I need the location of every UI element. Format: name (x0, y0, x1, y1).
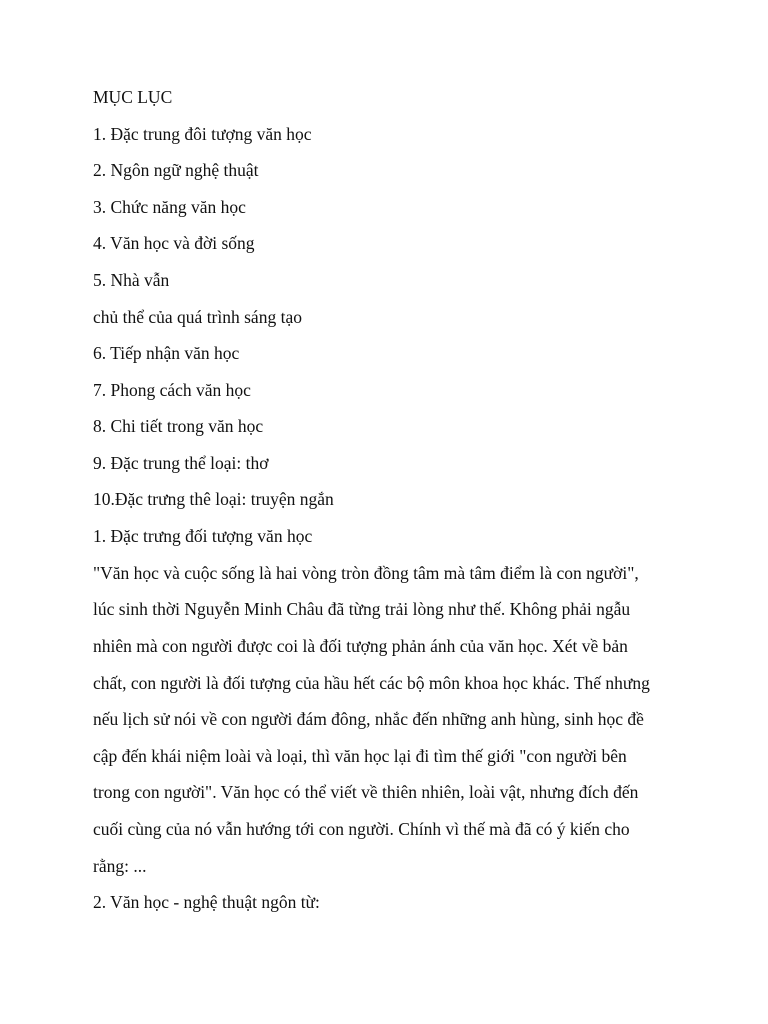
document-page (93, 0, 693, 1024)
paragraph-line: chất, con người là đối tượng của hầu hết các bộ môn khoa học khác. Thế nhưng (93, 673, 650, 693)
paragraph-line: rằng: ... (93, 856, 147, 876)
toc-title: MỤC LỤC (93, 87, 173, 107)
toc-item: 9. Đặc trung thể loại: thơ (93, 453, 269, 473)
paragraph-line: nhiên mà con người được coi là đối tượng phản ánh của văn học. Xét về bản (93, 636, 628, 656)
paragraph-line: cuối cùng của nó vẫn hướng tới con người. Chính vì thế mà đã có ý kiến cho (93, 819, 630, 839)
toc-item: 7. Phong cách văn học (93, 380, 251, 400)
paragraph-line: trong con người". Văn học có thể viết về thiên nhiên, loài vật, nhưng đích đến (93, 782, 639, 802)
toc-item: 4. Văn học và đời sống (93, 233, 255, 253)
toc-item: 1. Đặc trung đôi tượng văn học (93, 124, 312, 144)
paragraph-line: nếu lịch sử nói về con người đám đông, nhắc đến những anh hùng, sinh học đề (93, 709, 644, 729)
toc-item: 10.Đặc trưng thê loại: truyện ngắn (93, 489, 334, 509)
toc-item: 3. Chức năng văn học (93, 197, 246, 217)
toc-item: 2. Ngôn ngữ nghệ thuật (93, 160, 259, 180)
paragraph-line: lúc sinh thời Nguyễn Minh Châu đã từng trải lòng như thế. Không phải ngẫu (93, 599, 631, 619)
toc-item: 8. Chi tiết trong văn học (93, 416, 264, 436)
section-heading: 2. Văn học - nghệ thuật ngôn từ: (93, 892, 320, 912)
paragraph-line: "Văn học và cuộc sống là hai vòng tròn đồng tâm mà tâm điểm là con người", (93, 563, 639, 583)
toc-item: 6. Tiếp nhận văn học (93, 343, 240, 363)
paragraph-line: cập đến khái niệm loài và loại, thì văn học lại đi tìm thế giới "con người bên (93, 746, 627, 766)
toc-item: 5. Nhà vẫn (93, 270, 170, 290)
toc-item: chủ thể của quá trình sáng tạo (93, 307, 302, 327)
section-heading: 1. Đặc trưng đối tượng văn học (93, 526, 313, 546)
